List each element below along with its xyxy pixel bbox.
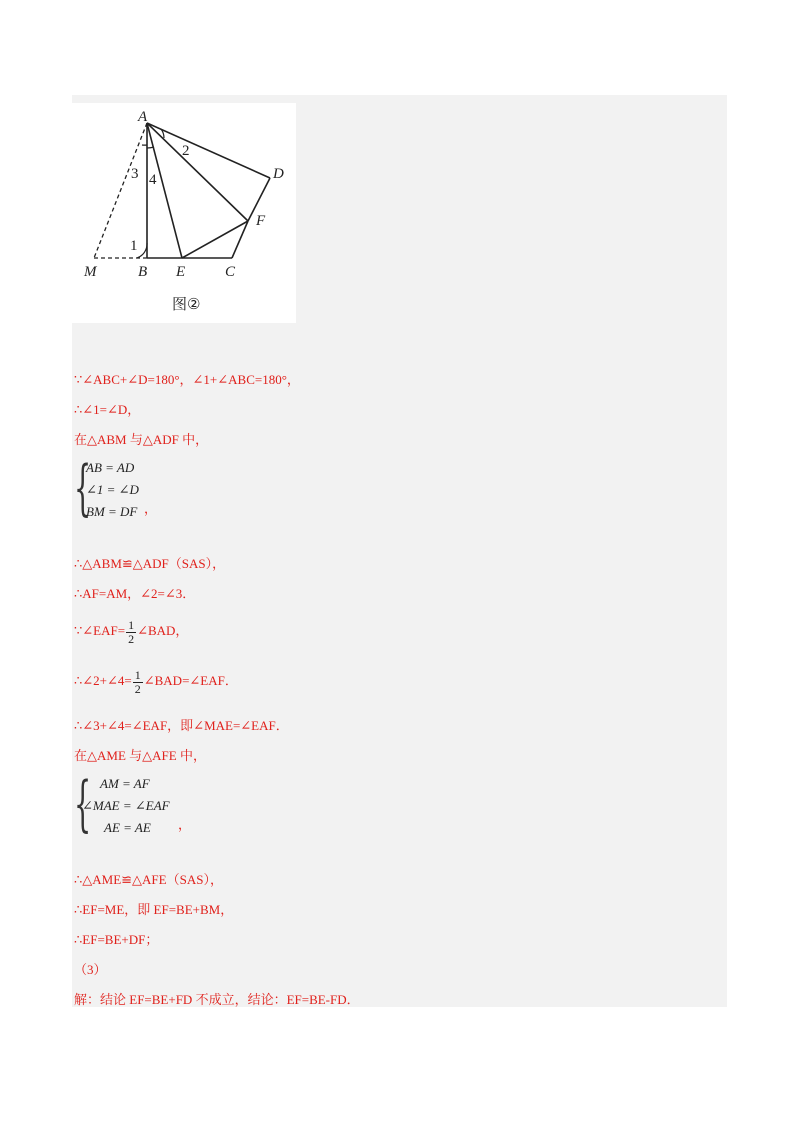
proof-line-9: 在△AME 与△AFE 中， — [74, 748, 206, 763]
equation-system-2 — [74, 769, 214, 839]
proof-line-8: ∴∠3+∠4=∠EAF，即∠MAE=∠EAF． — [74, 718, 289, 733]
label-B: B — [138, 264, 148, 280]
proof-line-2: ∴∠1=∠D， — [74, 402, 141, 417]
fraction-denominator: 2 — [134, 681, 141, 696]
system1-comma: ， — [144, 501, 158, 516]
system1-row-1: AB = AD — [86, 460, 135, 475]
label-E: E — [176, 264, 186, 280]
proof-line-11: ∴EF=ME，即 EF=BE+BM， — [74, 902, 234, 917]
fraction-denominator: 2 — [128, 631, 135, 646]
label-D: D — [273, 166, 284, 182]
line6-suffix: ∠BAD， — [137, 623, 189, 638]
angle-label-2: 2 — [182, 143, 190, 159]
system2-row-1: AM = AF — [100, 776, 150, 791]
system1-row-2: ∠1 = ∠D — [86, 482, 139, 497]
geometry-figure — [72, 103, 296, 323]
figure-svg — [72, 103, 296, 323]
system1-row-3: BM = DF — [86, 504, 138, 519]
angle-label-3: 3 — [131, 166, 139, 182]
line7-prefix: ∴∠2+∠4= — [74, 673, 132, 688]
line6-prefix: ∵∠EAF= — [74, 623, 126, 638]
system2-row-3: AE = AE — [104, 820, 151, 835]
proof-line-5: ∴AF=AM，∠2=∠3． — [74, 586, 196, 601]
proof-line-10: ∴△AME≌△AFE（SAS）， — [74, 872, 223, 887]
label-M: M — [84, 264, 97, 280]
proof-line-14: 解：结论 EF=BE+FD 不成立，结论：EF=BE-FD． — [74, 992, 360, 1007]
system2-comma: ， — [178, 817, 192, 832]
proof-line-1: ∵∠ABC+∠D=180°，∠1+∠ABC=180°， — [74, 372, 300, 387]
proof-line-4: ∴△ABM≌△ADF（SAS）， — [74, 556, 226, 571]
fraction-numerator: 1 — [128, 617, 135, 632]
line7-suffix: ∠BAD=∠EAF． — [143, 673, 238, 688]
label-A: A — [138, 109, 148, 125]
label-C: C — [225, 264, 236, 280]
proof-line-7 — [74, 665, 238, 697]
fraction-half — [133, 669, 143, 696]
fraction-numerator: 1 — [134, 667, 141, 682]
brace-symbol: { — [74, 769, 92, 839]
proof-line-13: （3） — [74, 962, 107, 977]
label-F: F — [256, 213, 266, 229]
figure-caption: 图② — [172, 295, 201, 313]
proof-line-6 — [74, 615, 188, 647]
proof-line-3: 在△ABM 与△ADF 中， — [74, 432, 209, 447]
brace-symbol: { — [74, 453, 92, 523]
system2-row-2: ∠MAE = ∠EAF — [82, 798, 170, 813]
equation-system-1 — [74, 453, 194, 523]
angle-label-4: 4 — [149, 172, 157, 188]
fraction-half — [126, 619, 136, 646]
angle-label-1: 1 — [130, 238, 138, 254]
proof-line-12: ∴EF=BE+DF； — [74, 932, 159, 947]
